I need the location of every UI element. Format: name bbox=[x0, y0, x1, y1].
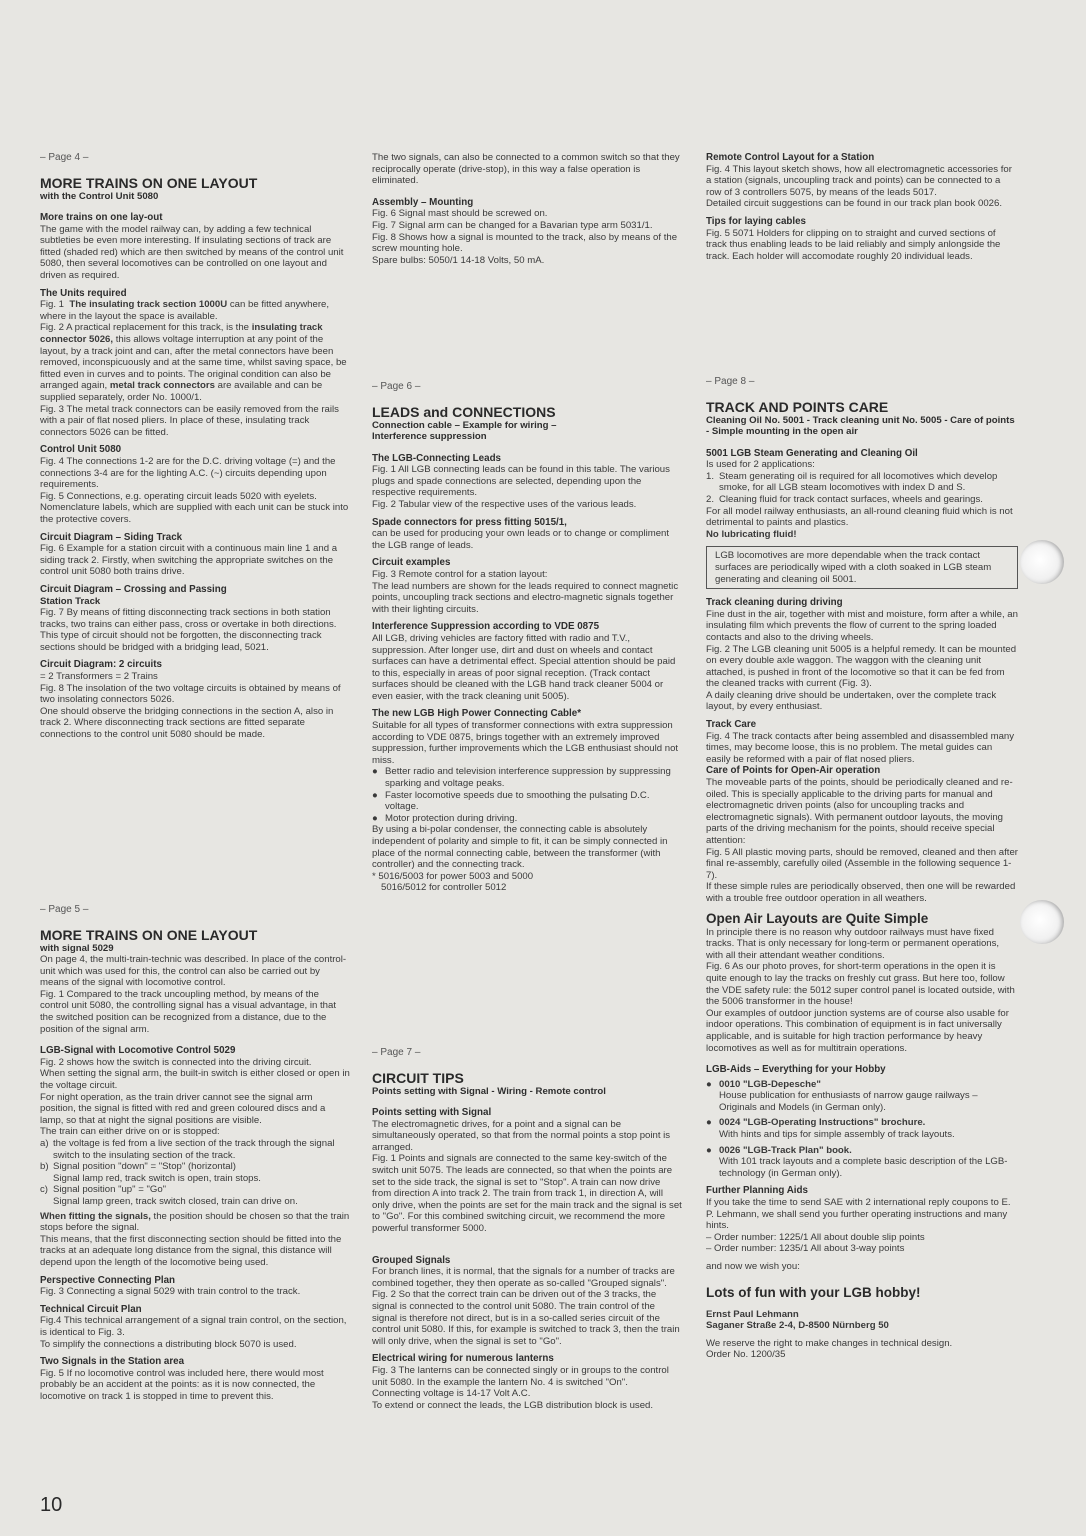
section-subtitle: Interference suppression bbox=[372, 431, 487, 443]
paragraph: Our examples of outdoor junction systems are of course also usable for indoor operations. This combination of equipment is in fact universally applicable, and is suitable for high traction performance by heavy locomotives as well as for multitrain operations. bbox=[706, 1007, 1009, 1054]
paragraph: On page 4, the multi-train-technic was described. In place of the control-unit which was used for this, the control can also be carried out by means of the signal with locomotive control. bbox=[40, 954, 347, 989]
subheading: Track Care bbox=[706, 719, 757, 731]
column-left bbox=[40, 152, 350, 741]
subheading: Electrical wiring for numerous lanterns bbox=[372, 1353, 554, 1365]
subheading: Remote Control Layout for a Station bbox=[706, 152, 875, 163]
subheading: Points setting with Signal bbox=[372, 1107, 492, 1119]
list-item: ● Motor protection during driving. bbox=[372, 812, 518, 824]
section-subtitle: Connection cable – Example for wiring – bbox=[372, 419, 557, 431]
page-label: – Page 8 – bbox=[706, 376, 755, 387]
paragraph: All LGB, driving vehicles are factory fitted with radio and T.V., suppression. After longer use, dirt and dust on wheels and contact surfaces can have a detrimental effect. Special attention should be paid to this, especially in areas of poor signal reception. (Track contact surfaces should be cleaned with the LGB hand track cleaner 5004 or even easier, with the track cleaning unit 5005). bbox=[372, 632, 676, 702]
subheading: LGB-Signal with Locomotive Control 5029 bbox=[40, 1045, 236, 1057]
paragraph: Fig. 2 So that the correct train can be driven out of the 3 tracks, the signal is connected to the control unit 5080. The train control of the signal is therefore not direct, but is in a so-called series circuit of the control unit 5080. If this, for example is switched to track 3, then the train will only drive, when the signal is set to "Go". bbox=[372, 1289, 680, 1347]
subheading: The Units required bbox=[40, 287, 127, 299]
section-subtitle: with the Control Unit 5080 bbox=[40, 190, 159, 202]
page-number: 10 bbox=[40, 1494, 63, 1516]
list-item: ● 0026 "LGB-Track Plan" book. With 101 track layouts and a complete basic description of the LGB-technology (in German only). bbox=[706, 1144, 1008, 1179]
subheading: 5001 LGB Steam Generating and Cleaning Oil bbox=[706, 447, 918, 459]
section-heading: Open Air Layouts are Quite Simple bbox=[706, 910, 929, 926]
paragraph: Fig. 5 Connections, e.g. operating circuit leads 5020 with eyelets. bbox=[40, 490, 317, 502]
paragraph: One should observe the bridging connections in the section A, also in track 2. Where disconnecting track sections are fitted separate connections to the control unit 5080 should be made. bbox=[40, 705, 334, 740]
list-item: 1. Steam generating oil is required for all locomotives which develop smoke, for all LGB steam locomotives with index D and S. bbox=[706, 470, 998, 494]
paragraph: Fig. 3 Remote control for a station layout: bbox=[372, 568, 548, 580]
list-item: b) Signal position "down" = "Stop" (horizontal) Signal lamp red, track switch is open, train stops. bbox=[40, 1161, 261, 1184]
paragraph: Fig. 6 Signal mast should be screwed on. bbox=[372, 208, 548, 220]
paragraph: = 2 Transformers = 2 Trains bbox=[40, 670, 158, 682]
subheading: Assembly – Mounting bbox=[372, 196, 474, 208]
paragraph: Fine dust in the air, together with mist and moisture, form after a while, an insulating film which prevents the flow of current to the spring loaded contacts and also to the driving wheels. bbox=[706, 608, 1018, 643]
page-label: – Page 7 – bbox=[372, 1047, 421, 1058]
paragraph: can be used for producing your own leads or to change or compliment the LGB range of leads. bbox=[372, 528, 670, 551]
page-label: – Page 5 – bbox=[40, 904, 89, 915]
section-title: CIRCUIT TIPS bbox=[372, 1069, 464, 1086]
column-middle-tips bbox=[372, 1047, 682, 1411]
subheading: Circuit Diagram: 2 circuits bbox=[40, 659, 162, 671]
list-item: ● 0024 "LGB-Operating Instructions" brochure. With hints and tips for simple assembly of track layouts. bbox=[706, 1117, 955, 1141]
subheading: Technical Circuit Plan bbox=[40, 1303, 142, 1315]
paragraph: Fig. 2 shows how the switch is connected into the driving circuit. bbox=[40, 1056, 312, 1068]
company-name: Ernst Paul Lehmann bbox=[706, 1308, 799, 1320]
paragraph: Fig. 5 If no locomotive control was included here, there would most probably be an accident at the points: as it is now connected, the locomotive on track 1 is stopped in time to prevent this. bbox=[40, 1367, 324, 1402]
page-label: – Page 4 – bbox=[40, 152, 89, 163]
paragraph: The lead numbers are shown for the leads required to connect magnetic points, uncoupling track sections and electro-magnetic signals together with their lighting circuits. bbox=[372, 580, 679, 615]
list-item: ● 0010 "LGB-Depesche" House publication for enthusiasts of narrow gauge railways – Originals and Models (in German only). bbox=[706, 1078, 978, 1113]
section-title: LEADS and CONNECTIONS bbox=[372, 403, 556, 420]
paragraph: We reserve the right to make changes in technical design. bbox=[706, 1337, 953, 1349]
binder-hole bbox=[1020, 540, 1064, 584]
paragraph: Suitable for all types of transformer connections with extra suppression according to VDE 0875, brings together with an extremely improved suppression, further improvements which the LGB enthusiast should not miss. bbox=[372, 720, 679, 766]
column-middle bbox=[372, 152, 682, 266]
paragraph: and now we wish you: bbox=[706, 1261, 800, 1272]
list-item: a) the voltage is fed from a live section of the track through the signal switch to the insulating section of the track. bbox=[40, 1138, 335, 1161]
paragraph: Nomenclature labels, which are supplied with each unit can be stuck into the protective covers. bbox=[40, 502, 349, 525]
info-box: LGB locomotives are more dependable when the track contact surfaces are periodically wiped with a cloth soaked in LGB steam generating and cleaning oil 5001. bbox=[706, 546, 1018, 589]
paragraph: Fig. 4 This layout sketch shows, how all electromagnetic accessories for a station (signals, uncoupling track and points) can be connected to a row of 3 controllers 5075, by means of the leads 5017. bbox=[706, 163, 1012, 198]
paragraph: The moveable parts of the points, should be periodically cleaned and re-oiled. This is specially applicable to the driving parts for manual and electromagnetic driven points (also for uncoupling tracks and electromagnetic signals). With permanent outdoor layouts, the moving parts of the driving mechanism for the points, should receive special attention: bbox=[706, 777, 1013, 846]
subheading: Interference Suppression according to VDE 0875 bbox=[372, 621, 600, 633]
paragraph: Fig. 1 The insulating track section 1000U can be fitted anywhere, where in the layout the space is available. bbox=[40, 299, 330, 322]
paragraph: Fig. 3 The lanterns can be connected singly or in groups to the control unit 5080. In the example the lantern No. 4 is switched "On". bbox=[372, 1364, 669, 1388]
numbered-list bbox=[706, 471, 1018, 506]
subheading: Circuit Diagram – Siding Track bbox=[40, 531, 183, 543]
subheading: Spade connectors for press fitting 5015/1, bbox=[372, 516, 567, 528]
paragraph: Fig. 5 5071 Holders for clipping on to straight and curved sections of track thus enabling leads to be laid reliably and simply anlongside the track. Each holder will accomodate roughly 20 individual leads. bbox=[706, 227, 1001, 262]
paragraph: Fig. 4 The connections 1-2 are for the D.C. driving voltage (=) and the connections 3-4 are for the lighting A.C. (~) circuits depending upon requirements. bbox=[40, 455, 336, 491]
subheading: The new LGB High Power Connecting Cable* bbox=[372, 708, 582, 720]
bullet-list bbox=[372, 766, 682, 824]
paragraph: To simplify the connections a distributing block 5070 is used. bbox=[40, 1338, 297, 1350]
paragraph: For all model railway enthusiasts, an all-round cleaning fluid which is not detrimental to paints and plastics. bbox=[706, 505, 1013, 529]
subheading: Control Unit 5080 bbox=[40, 444, 122, 456]
paragraph: Fig. 4 The track contacts after being assembled and disassembled many times, may become loose, this is no problem. The metal guides can easily be reformed with a pair of flat nosed pliers. bbox=[706, 730, 1015, 765]
paragraph: Connecting voltage is 14-17 Volt A.C. bbox=[372, 1388, 531, 1400]
section-subtitle: Points setting with Signal - Wiring - Remote control bbox=[372, 1085, 606, 1097]
subheading: Tips for laying cables bbox=[706, 215, 806, 227]
paragraph: The game with the model railway can, by adding a few technical subtleties be even more interesting. If insulating sections of track are fitted (shaded red) which are then switched by means of the control unit 5080, then several locomotives can be controlled on one layout and driven as required. bbox=[40, 223, 344, 282]
company-address: Saganer Straße 2-4, D-8500 Nürnberg 50 bbox=[706, 1320, 889, 1332]
paragraph: – Order number: 1235/1 All about 3-way points bbox=[706, 1243, 905, 1255]
paragraph: Fig. 3 The metal track connectors can be easily removed from the rails with a pair of flat nosed pliers. In place of these, insulating track connectors 5026 can be fitted. bbox=[40, 403, 339, 438]
paragraph: Detailed circuit suggestions can be found in our track plan book 0026. bbox=[706, 198, 1002, 210]
paragraph: Spare bulbs: 5050/1 14-18 Volts, 50 mA. bbox=[372, 254, 545, 266]
section-title: TRACK AND POINTS CARE bbox=[706, 398, 889, 415]
subheading: Further Planning Aids bbox=[706, 1185, 808, 1197]
section-title: MORE TRAINS ON ONE LAYOUT bbox=[40, 926, 258, 943]
paragraph: Is used for 2 applications: bbox=[706, 459, 815, 471]
subheading: LGB-Aids – Everything for your Hobby bbox=[706, 1064, 886, 1076]
subheading: The LGB-Connecting Leads bbox=[372, 452, 501, 464]
paragraph: The two signals, can also be connected to a common switch so that they reciprocally operate (drive-stop), in this way a false operation is eliminated. bbox=[372, 152, 680, 187]
subheading: Grouped Signals bbox=[372, 1254, 451, 1266]
condition-list bbox=[40, 1138, 350, 1208]
paragraph: Fig. 2 Tabular view of the respective uses of the various leads. bbox=[372, 498, 637, 510]
paragraph: Fig. 1 Points and signals are connected to the same key-switch of the switch unit 5075. The leads are connected, so that when the points are set to the side track, the signal is set to "Stop". A train can now drive from direction A into track 2. The train from track 1, in direction A, will only drive, when the points are set for the main track and the signal is set to "Go". For this combined switching circuit, we recommend the more powerful transformer 5000. bbox=[372, 1153, 682, 1235]
subheading: Circuit Diagram – Crossing and Passing bbox=[40, 583, 227, 595]
paragraph: Fig. 2 A practical replacement for this track, is the insulating track connector 5026, this allows voltage interruption at any point of the layout, by a track joint and can, after the metal connectors have been removed, inconspicuously and at the same time, whilst saving space, be fitted even in curves and to points. The original condition can also be arranged again, metal track connectors are available and can be supplied separately, order No. 1000/1. bbox=[40, 322, 347, 403]
column-right bbox=[706, 152, 1018, 262]
paragraph: If these simple rules are periodically observed, then one will be rewarded with a trouble free outdoor operation in all weathers. bbox=[706, 881, 1016, 904]
list-item: 2. Cleaning fluid for track contact surfaces, wheels and gearings. bbox=[706, 493, 983, 505]
section-subtitle: with signal 5029 bbox=[40, 942, 114, 954]
order-number: Order No. 1200/35 bbox=[706, 1349, 786, 1361]
column-left-lower bbox=[40, 904, 350, 1402]
paragraph: For night operation, as the train driver cannot see the signal arm position, the signal is fitted with red and green coloured discs and a lamp, so that at night the signal positions are visible. bbox=[40, 1091, 326, 1126]
subheading: Perspective Connecting Plan bbox=[40, 1274, 176, 1286]
paragraph: The electromagnetic drives, for a point and a signal can be simultaneously operated, so that from the normal points a stop point is arranged. bbox=[372, 1118, 671, 1153]
paragraph: To extend or connect the leads, the LGB distribution block is used. bbox=[372, 1399, 654, 1411]
paragraph: When setting the signal arm, the built-in switch is either closed or open in the voltage circuit. bbox=[40, 1068, 350, 1092]
aids-list bbox=[706, 1079, 1018, 1180]
column-middle-leads bbox=[372, 381, 682, 894]
show-through-text bbox=[380, 30, 900, 110]
section-subtitle: Cleaning Oil No. 5001 - Track cleaning unit No. 5005 - Care of points - Simple mounting in the open air bbox=[706, 414, 1015, 438]
page-label: – Page 6 – bbox=[372, 381, 421, 392]
closing-headline: Lots of fun with your LGB hobby! bbox=[706, 1284, 921, 1300]
paragraph: Fig. 3 Connecting a signal 5029 with train control to the track. bbox=[40, 1286, 301, 1298]
paragraph: Fig. 1 Compared to the track uncoupling method, by means of the control unit 5080, the controlling signal has a visual advantage, in that the switched position can be recognized from a distance, due to the position of the signal arm. bbox=[40, 988, 337, 1035]
paragraph: Fig. 8 The insolation of the two voltage circuits is obtained by means of two insolating connectors 5026. bbox=[40, 682, 341, 706]
subheading: More trains on one lay-out bbox=[40, 212, 163, 224]
subheading: Care of Points for Open-Air operation bbox=[706, 765, 881, 777]
paragraph: For branch lines, it is normal, that the signals for a number of tracks are combined together, they then operate as so-called "Grouped signals". bbox=[372, 1266, 675, 1289]
list-item: ● Better radio and television interference suppression by suppressing sparking and voltage peaks. bbox=[372, 766, 671, 790]
paragraph: Fig. 6 As our photo proves, for short-term operations in the open it is quite enough to lay the tracks on freshly cut grass. But here too, follow the VDE safety rule: the 5012 super control panel is located outside, with the 5006 transformer in the house! bbox=[706, 961, 1015, 1008]
paragraph: Fig. 8 Shows how a signal is mounted to the track, also by means of the screw mounting hole. bbox=[372, 231, 678, 255]
warning-text: No lubricating fluid! bbox=[706, 528, 797, 540]
list-item: c) Signal position "up" = "Go" Signal lamp green, track switch closed, train can drive on. bbox=[40, 1184, 298, 1207]
subheading: Station Track bbox=[40, 595, 101, 607]
binder-hole bbox=[1020, 900, 1064, 944]
paragraph: Fig. 7 By means of fitting disconnecting track sections in both station tracks, two trains can either pass, cross or overtake in both directions. This type of circuit should not be forgotten, the disconnecting track sections should be bridged with a bridging lead, 5021. bbox=[40, 607, 337, 653]
paragraph: – Order number: 1225/1 All about double slip points bbox=[706, 1231, 925, 1243]
section-title: MORE TRAINS ON ONE LAYOUT bbox=[40, 174, 258, 191]
paragraph: Fig. 5 All plastic moving parts, should be removed, cleaned and then after final re-assembly, carefully oiled (Assemble in the following sequence 1-7). bbox=[706, 846, 1018, 881]
paragraph: The train can either drive on or is stopped: bbox=[40, 1126, 220, 1138]
footnote: 5016/5012 for controller 5012 bbox=[381, 882, 507, 894]
paragraph: Fig. 7 Signal arm can be changed for a Bavarian type arm 5031/1. bbox=[372, 219, 653, 231]
paragraph: When fitting the signals, the position should be chosen so that the train stops before the signal. bbox=[40, 1210, 350, 1234]
list-item: ● Faster locomotive speeds due to smoothing the pulsating D.C. voltage. bbox=[372, 789, 650, 813]
footnote: * 5016/5003 for power 5003 and 5000 bbox=[372, 870, 534, 882]
paragraph: Fig. 1 All LGB connecting leads can be found in this table. The various plugs and spade connections are selected, depending upon the respective requirements. bbox=[372, 464, 670, 499]
paragraph: In principle there is no reason why outdoor railways must have fixed tracks. That is only necessary for long-term or permanent operations, with all their attendant weather conditions. bbox=[706, 926, 1000, 961]
paragraph: Fig. 2 The LGB cleaning unit 5005 is a helpful remedy. It can be mounted on every double axle waggon. The waggon with the cleaning unit attached, is pushed in front of the locomotive so that it can be fed from the cleaned tracks with current (Fig. 3). bbox=[706, 643, 1017, 690]
paragraph: This means, that the first disconnecting section should be fitted into the tracks at an adequate long distance from the signal, this distance will depend upon the length of the locomotive being used. bbox=[40, 1233, 342, 1268]
paragraph: Fig.4 This technical arrangement of a signal train control, on the section, is identical to Fig. 3. bbox=[40, 1315, 347, 1338]
paragraph: If you take the time to send SAE with 2 international reply coupons to E. P. Lehmann, we shall send you further operating instructions and many hints. bbox=[706, 1197, 1011, 1232]
paragraph: A daily cleaning drive should be undertaken, over the complete track layout, by every enthusiast. bbox=[706, 689, 997, 713]
column-right-care bbox=[706, 376, 1018, 1361]
subheading: Two Signals in the Station area bbox=[40, 1356, 185, 1368]
subheading: Circuit examples bbox=[372, 557, 451, 569]
paragraph: By using a bi-polar condenser, the connecting cable is absolutely independent of polarity and simple to fit, it can be simply connected in place of the normal connecting cable, between the transformer (with controller) and the connecting track. bbox=[372, 824, 668, 871]
subheading: Track cleaning during driving bbox=[706, 597, 843, 609]
paragraph: Fig. 6 Example for a station circuit with a continuous main line 1 and a siding track 2. Firstly, when switching the appropriate switches on the control unit 5080 both trains drive. bbox=[40, 543, 338, 578]
